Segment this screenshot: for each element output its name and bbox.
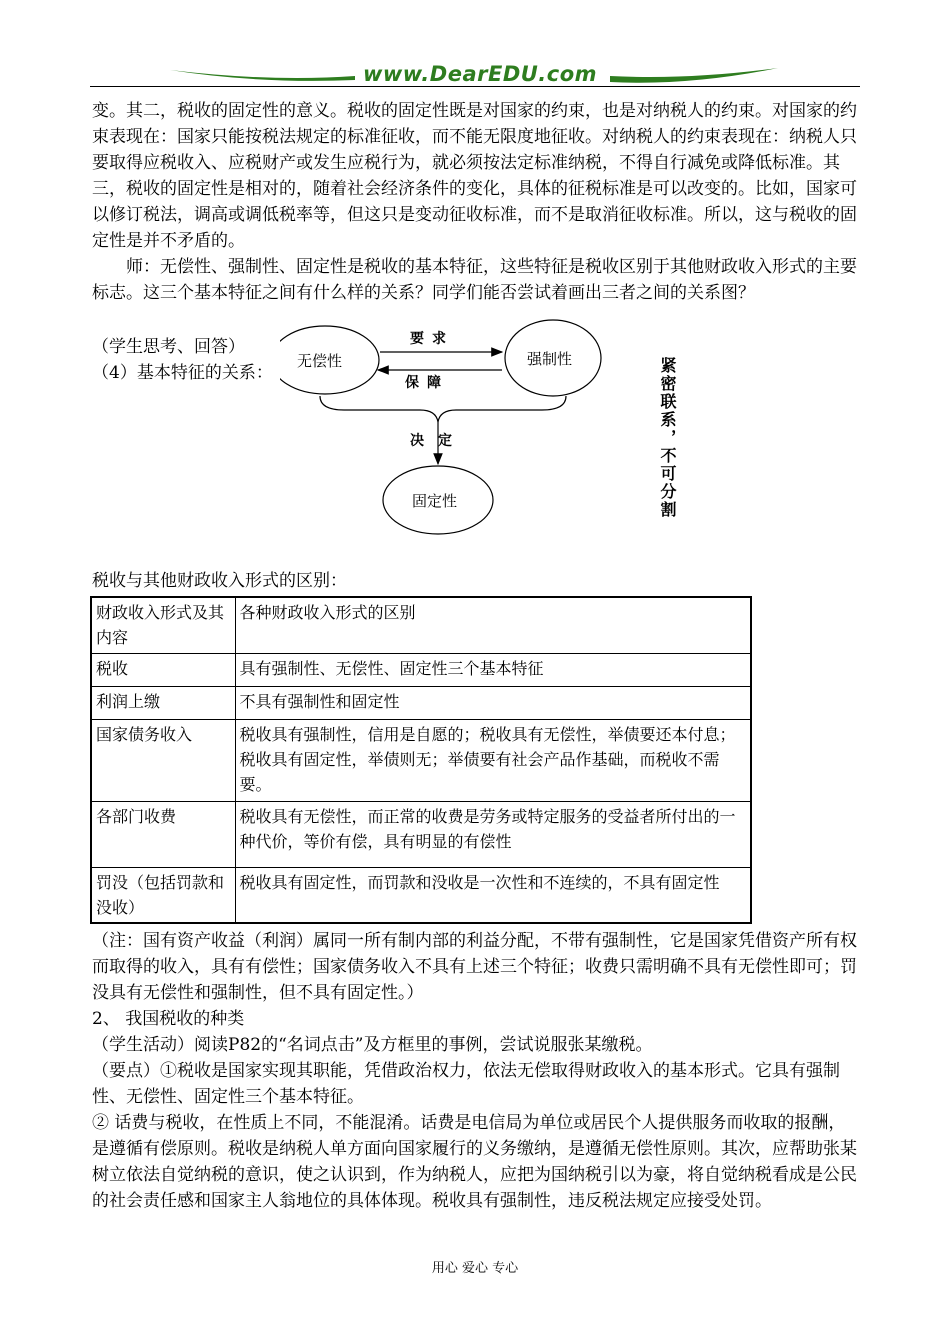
arrow-top-label: 要求: [410, 331, 454, 347]
table-cell: 税收: [91, 653, 235, 686]
section-title: 2、 我国税收的种类: [92, 1009, 245, 1029]
table-caption: 税收与其他财政收入形式的区别：: [92, 571, 347, 591]
table-cell: 税收具有无偿性，而正常的收费是劳务或特定服务的受益者所付出的一种代价，等价有偿，具有明显的有偿性: [235, 801, 751, 867]
node-right-label: 强制性: [527, 350, 573, 368]
node-bottom-label: 固定性: [412, 492, 458, 510]
table-row: [91, 653, 751, 686]
table-row: [91, 867, 751, 923]
header-rule: [90, 86, 860, 87]
table-row: [91, 686, 751, 719]
teacher-question: 师：无偿性、强制性、固定性是税收的基本特征，这些特征是税收区别于其他财政收入形式的主要标志。这三个基本特征之间有什么样的关系？同学们能否尝试着画出三者之间的关系图？: [92, 257, 857, 303]
side-note: 紧密联系，不可分割: [658, 357, 677, 519]
table-row: [91, 801, 751, 867]
table-header-row: [91, 597, 751, 653]
key-point: （要点）①税收是国家实现其职能，凭借政治权力，依法无偿取得财政收入的基本形式。它具有强制性、无偿性、固定性三个基本特征。: [92, 1061, 840, 1107]
table-cell: 不具有强制性和固定性: [235, 686, 751, 719]
relation-diagram: [280, 318, 640, 538]
intro-text: [92, 98, 862, 306]
table-cell: 具有强制性、无偿性、固定性三个基本特征: [235, 653, 751, 686]
activity-line: （学生活动）阅读P82的“名词点击”及方框里的事例，尝试说服张某缴税。: [92, 1035, 653, 1055]
decide-label: 决定: [410, 433, 466, 449]
key-point: ② 话费与税收，在性质上不同，不能混淆。话费是电信局为单位或居民个人提供服务而收取的报酬，是遵循有偿原则。税收是纳税人单方面向国家履行的义务缴纳，是遵循无偿性原则。其次，应帮助张某树立依法自觉纳税的意识，使之认识到，作为纳税人，应把为国纳税引以为豪，将自觉纳税看成是公民的社会责任感和国家主人翁地位的具体体现。税收具有强制性，违反税法规定应接受处罚。: [92, 1113, 857, 1211]
table-note: （注：国有资产收益（利润）属同一所有制内部的利益分配，不带有强制性，它是国家凭借资产所有权而取得的收入，具有有偿性；国家债务收入不具有上述三个特征；收费只需明确不具有无偿性即可；罚没具有无偿性和强制性，但不具有固定性。）: [92, 931, 857, 1003]
site-name: www.DearEDU.com: [362, 62, 598, 86]
arrow-bottom-label: 保障: [405, 375, 449, 391]
node-left-label: 无偿性: [297, 352, 343, 370]
table-cell: 国家债务收入: [91, 719, 235, 801]
comparison-table: [90, 596, 752, 924]
table-cell: 税收具有固定性，而罚款和没收是一次性和不连续的，不具有固定性: [235, 867, 751, 923]
body-lower: [92, 928, 862, 1214]
table-cell: 各部门收费: [91, 801, 235, 867]
table-row: [91, 719, 751, 801]
table-cell: 罚没（包括罚款和没收）: [91, 867, 235, 923]
table-cell: 税收具有强制性，信用是自愿的；税收具有无偿性，举债要还本付息；税收具有固定性，举债则无；举债要有社会产品作基础，而税收不需要。: [235, 719, 751, 801]
brace: [320, 396, 566, 422]
intro-paragraph: 变。其二，税收的固定性的意义。税收的固定性既是对国家的约束，也是对纳税人的约束。对国家的约束表现在：国家只能按税法规定的标准征收，而不能无限度地征收。对纳税人的约束表现在：纳税人只要取得应税收入、应税财产或发生应税行为，就必须按法定标准纳税，不得自行减免或降低标准。其三，税收的固定性是相对的，随着社会经济条件的变化，具体的征税标准是可以改变的。比如，国家可以修订税法，调高或调低税率等，但这只是变动征收标准，而不是取消征收标准。所以，这与税收的固定性是并不矛盾的。: [92, 101, 857, 251]
table-cell: 利润上缴: [91, 686, 235, 719]
table-header-cell: 各种财政收入形式的区别: [235, 597, 751, 653]
relation-line: （4）基本特征的关系：: [92, 363, 273, 383]
student-line: （学生思考、回答）: [92, 337, 245, 357]
page-footer: 用心 爱心 专心: [431, 1261, 519, 1276]
table-header-cell: 财政收入形式及其内容: [91, 597, 235, 653]
